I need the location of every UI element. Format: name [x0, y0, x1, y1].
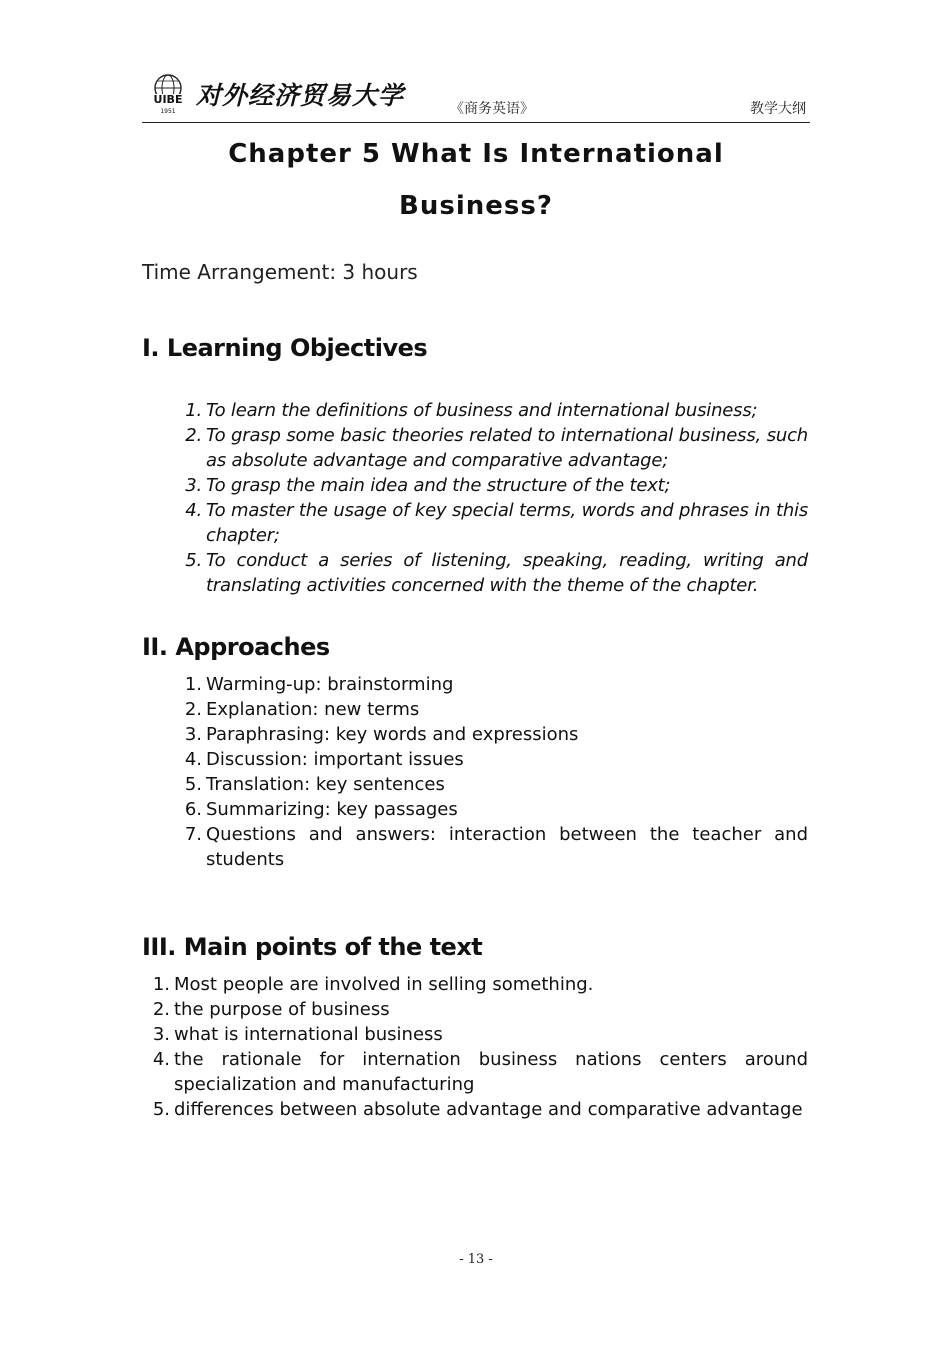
list-item-number: 3.: [152, 1024, 170, 1045]
list-item-text: Translation: key sentences: [206, 774, 445, 795]
list-item: [185, 498, 808, 548]
list-item: [152, 1022, 808, 1047]
list-item-text: differences between absolute advantage and comparative advantage: [174, 1099, 803, 1120]
list-item-number: 2.: [184, 699, 202, 720]
list-item-number: 1.: [152, 974, 170, 995]
list-item: [184, 797, 808, 822]
list-item-text: To learn the definitions of business and international business;: [206, 400, 758, 421]
list-item-text: Questions and answers: interaction between the teacher and students: [206, 824, 808, 870]
list-item: [152, 1047, 808, 1097]
list-item: [184, 722, 808, 747]
objectives-heading: I. Learning Objectives: [142, 334, 428, 362]
list-item-text: To grasp some basic theories related to international business, such as absolute advantage and comparative advantage;: [206, 425, 808, 471]
list-item: [184, 697, 808, 722]
university-logo: [144, 68, 192, 116]
list-item-number: 4.: [185, 500, 202, 521]
list-item-number: 2.: [152, 999, 170, 1020]
approaches-heading: II. Approaches: [142, 633, 330, 661]
approaches-list: [184, 672, 808, 872]
main-points-list: [152, 972, 808, 1122]
list-item-text: Discussion: important issues: [206, 749, 464, 770]
list-item-number: 2.: [185, 425, 202, 446]
list-item: [185, 473, 808, 498]
list-item: [152, 972, 808, 997]
list-item: [152, 1097, 808, 1122]
list-item-text: what is international business: [174, 1024, 443, 1045]
chapter-title: [142, 128, 810, 232]
list-item-text: To conduct a series of listening, speaking, reading, writing and translating activities concerned with the theme of the chapter.: [206, 550, 808, 596]
list-item-text: Most people are involved in selling something.: [174, 974, 594, 995]
list-item-number: 3.: [184, 724, 202, 745]
list-item-number: 5.: [184, 774, 202, 795]
time-arrangement: Time Arrangement: 3 hours: [142, 260, 418, 284]
list-item-text: Warming-up: brainstorming: [206, 674, 454, 695]
list-item: [184, 772, 808, 797]
chapter-title-line1: Chapter 5 What Is International: [228, 139, 724, 169]
list-item-number: 5.: [152, 1099, 170, 1120]
list-item-text: Paraphrasing: key words and expressions: [206, 724, 579, 745]
list-item: [184, 672, 808, 697]
page-header: [142, 68, 810, 123]
list-item-text: Summarizing: key passages: [206, 799, 458, 820]
list-item-number: 6.: [184, 799, 202, 820]
list-item: [184, 747, 808, 772]
list-item: [184, 822, 808, 872]
list-item-text: Explanation: new terms: [206, 699, 420, 720]
list-item-number: 1.: [185, 400, 202, 421]
list-item: [152, 997, 808, 1022]
list-item-number: 4.: [184, 749, 202, 770]
list-item-text: To grasp the main idea and the structure of the text;: [206, 475, 671, 496]
main-points-heading: III. Main points of the text: [142, 933, 483, 961]
list-item-number: 7.: [184, 824, 202, 845]
list-item-text: the rationale for internation business nations centers around specialization and manufacturing: [174, 1049, 808, 1095]
objectives-list: [185, 398, 808, 598]
list-item-text: To master the usage of key special terms, words and phrases in this chapter;: [206, 500, 808, 546]
list-item-number: 5.: [185, 550, 202, 571]
list-item: [185, 398, 808, 423]
page-number: - 13 -: [459, 1252, 493, 1267]
logo-text: UIBE: [153, 93, 183, 106]
list-item: [185, 548, 808, 598]
list-item: [185, 423, 808, 473]
course-name: 《商务英语》: [450, 101, 534, 117]
document-type: 教学大纲: [750, 101, 806, 117]
logo-year: 1951: [160, 108, 176, 115]
list-item-number: 4.: [152, 1049, 170, 1070]
list-item-number: 3.: [185, 475, 202, 496]
list-item-text: the purpose of business: [174, 999, 390, 1020]
list-item-number: 1.: [184, 674, 202, 695]
chapter-title-line2: Business?: [399, 191, 553, 221]
university-name: 对外经济贸易大学: [196, 81, 405, 110]
